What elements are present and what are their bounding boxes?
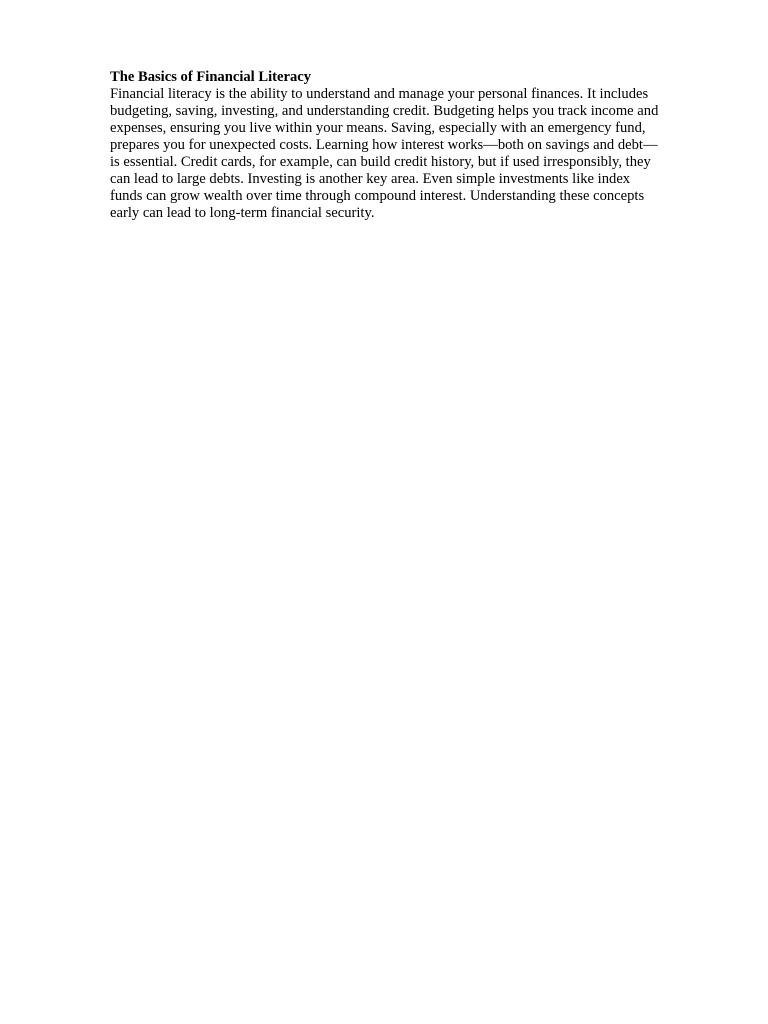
paragraph-line: Financial literacy is the ability to understand and manage your personal finances. It includes <box>110 86 649 102</box>
paragraph-line: prepares you for unexpected costs. Learning how interest works—both on savings and debt— <box>110 137 658 153</box>
paragraph-line: early can lead to long-term financial security. <box>110 205 375 221</box>
paragraph-line: can lead to large debts. Investing is another key area. Even simple investments like index <box>110 171 631 187</box>
document-title: The Basics of Financial Literacy <box>110 69 312 85</box>
paragraph-line: expenses, ensuring you live within your means. Saving, especially with an emergency fund, <box>110 120 646 136</box>
document-content <box>110 69 700 222</box>
document-paragraph <box>110 86 700 222</box>
paragraph-line: budgeting, saving, investing, and understanding credit. Budgeting helps you track income and <box>110 103 659 119</box>
paragraph-line: funds can grow wealth over time through compound interest. Understanding these concepts <box>110 188 645 204</box>
paragraph-line: is essential. Credit cards, for example, can build credit history, but if used irresponsibly, they <box>110 154 651 170</box>
